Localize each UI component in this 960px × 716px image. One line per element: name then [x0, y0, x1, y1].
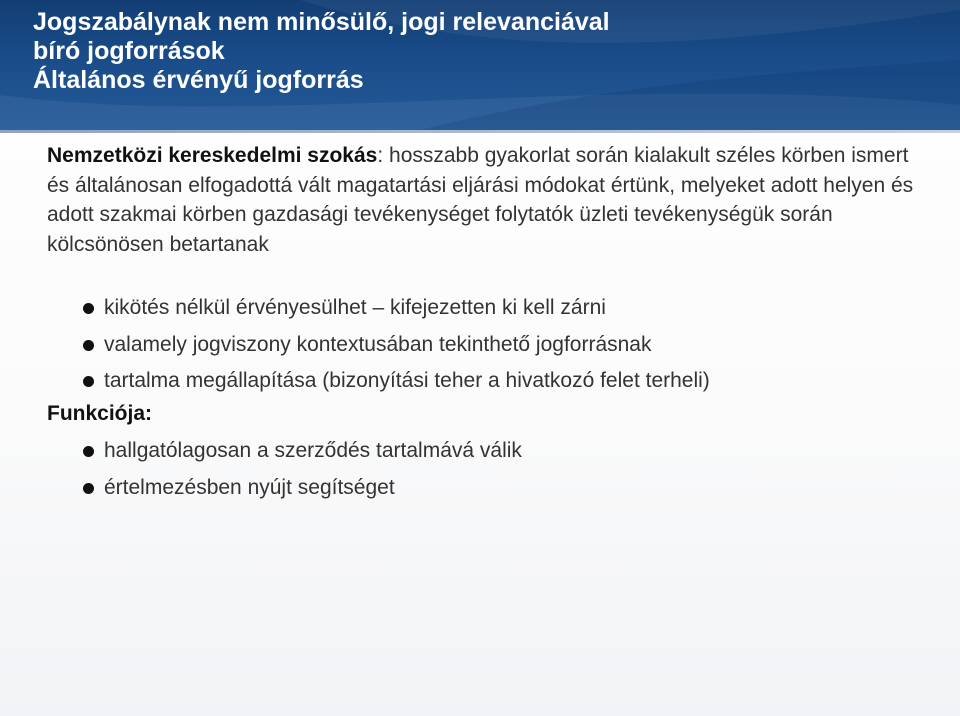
- definition-term: Nemzetközi kereskedelmi szokás: [47, 144, 378, 167]
- bullet-dot-icon: [83, 446, 94, 457]
- bullet-dot-icon: [83, 483, 94, 494]
- functions-list: [47, 436, 927, 502]
- list-item: [104, 330, 927, 360]
- banner-divider: [0, 130, 960, 133]
- definition-text: : hosszabb gyakorlat során kialakult széles körben ismert és általánosan elfogadottá vált magatartási eljárási módokat értünk, melyeket adott helyen és adott szakmai körben gazdasági tevékenységet folytatók üzleti tevékenységük során kölcsönösen betartanak: [47, 144, 914, 256]
- bullet-dot-icon: [83, 376, 94, 387]
- title-banner: [0, 0, 960, 130]
- functions-heading: Funkciója:: [47, 401, 153, 425]
- list-item-text: értelmezésben nyújt segítséget: [104, 475, 395, 499]
- list-item-text: kikötés nélkül érvényesülhet – kifejezetten ki kell zárni: [104, 296, 606, 319]
- list-item-text: tartalma megállapítása (bizonyítási teher a hivatkozó felet terheli): [104, 369, 710, 392]
- bullet-dot-icon: [83, 303, 94, 314]
- title-line-1: Jogszabálynak nem minősülő, jogi relevanciával: [33, 8, 610, 36]
- list-item: [104, 436, 927, 466]
- title-line-2: bíró jogforrások: [33, 37, 225, 65]
- list-item: [104, 366, 927, 396]
- properties-list: [47, 293, 927, 396]
- slide-body: [47, 141, 927, 509]
- bullet-dot-icon: [83, 340, 94, 351]
- definition-paragraph: [47, 141, 927, 259]
- list-item-text: hallgatólagosan a szerződés tartalmává válik: [104, 439, 522, 462]
- slide-title: [33, 8, 610, 95]
- list-item-text: valamely jogviszony kontextusában tekinthető jogforrásnak: [104, 332, 652, 356]
- title-line-3: Általános érvényű jogforrás: [33, 66, 364, 94]
- list-item: [104, 293, 927, 323]
- list-item: [104, 473, 927, 503]
